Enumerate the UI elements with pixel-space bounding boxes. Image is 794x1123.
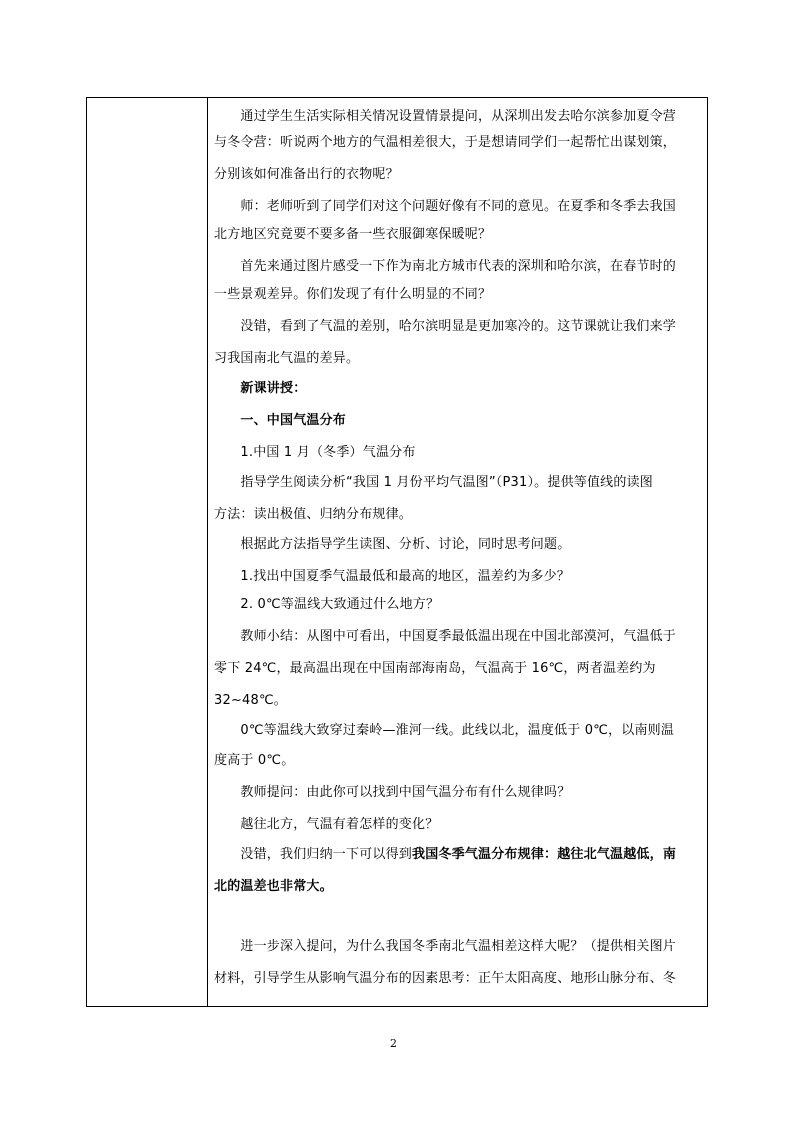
text-line	[214, 198, 676, 216]
text-line	[214, 784, 570, 802]
text-segment: 没错，我们归纳一下可以得到	[214, 847, 413, 862]
text-segment: 教师提问：由此你可以找到中国气温分布有什么规律吗？	[214, 785, 571, 800]
text-segment: 越往北方，气温有着怎样的变化？	[214, 817, 439, 832]
text-line	[214, 692, 287, 710]
text-line	[214, 536, 570, 554]
text-line	[214, 938, 676, 956]
text-line	[214, 226, 491, 244]
text-line	[214, 628, 676, 646]
column-divider	[207, 98, 208, 1006]
text-line	[214, 108, 676, 126]
text-segment: 习我国南北气温的差异。	[214, 351, 360, 366]
text-line	[214, 752, 294, 770]
text-line	[214, 846, 676, 864]
text-line	[214, 878, 333, 896]
text-line	[214, 568, 570, 586]
text-line	[214, 134, 676, 152]
text-segment: 教师小结：从图中可看出，中国夏季最低温出现在中国北部漠河，气温低于	[214, 629, 677, 644]
page-number: 2	[390, 1037, 397, 1050]
text-segment: 与冬令营：听说两个地方的气温相差很大，于是想请同学们一起帮忙出谋划策，	[214, 135, 677, 150]
text-line	[214, 722, 674, 740]
text-segment: 进一步深入提问，为什么我国冬季南北气温相差这样大呢？（提供相关图片	[214, 939, 677, 954]
text-segment: 一些景观差异。你们发现了有什么明显的不同？	[214, 287, 492, 302]
text-line	[214, 816, 438, 834]
text-segment: 通过学生生活实际相关情况设置情景提问，从深圳出发去哈尔滨参加夏令营	[214, 109, 677, 124]
bold-text-segment: 新课讲授：	[214, 381, 307, 396]
text-line	[214, 166, 399, 184]
text-segment: 1.中国 1 月（冬季）气温分布	[214, 445, 416, 460]
text-line	[214, 350, 359, 368]
text-segment: 首先来通过图片感受一下作为南北方城市代表的深圳和哈尔滨，在春节时的	[214, 259, 677, 274]
text-line	[214, 412, 346, 430]
lesson-table	[86, 97, 708, 1007]
text-segment: 1.找出中国夏季气温最低和最高的地区，温差约为多少？	[214, 569, 571, 584]
text-segment: 北方地区究竟要不要多备一些衣服御寒保暖呢？	[214, 227, 492, 242]
text-line	[214, 318, 676, 336]
bold-text-segment: 我国冬季气温分布规律：越往北气温越低，南	[412, 847, 677, 862]
text-segment: 根据此方法指导学生读图、分析、讨论，同时思考问题。	[214, 537, 571, 552]
text-segment: 32~48℃。	[214, 693, 287, 708]
text-segment: 零下 24℃，最高温出现在中国南部海南岛，气温高于 16℃，两者温差约为	[214, 661, 656, 676]
text-segment: 分别该如何准备出行的衣物呢？	[214, 167, 399, 182]
bold-text-segment: 北的温差也非常大。	[214, 879, 333, 894]
text-line	[214, 258, 676, 276]
text-segment: 师：老师听到了同学们对这个问题好像有不同的意见。在夏季和冬季去我国	[214, 199, 677, 214]
text-line	[214, 596, 439, 614]
text-line	[214, 506, 412, 524]
text-line	[214, 660, 656, 678]
text-segment: 2. 0℃等温线大致通过什么地方？	[214, 597, 440, 612]
text-line	[214, 444, 416, 462]
text-line	[214, 970, 676, 988]
text-segment: 0℃等温线大致穿过秦岭—淮河一线。此线以北，温度低于 0℃，以南则温	[214, 723, 675, 738]
text-segment: 没错，看到了气温的差别，哈尔滨明显是更加寒冷的。这节课就让我们来学	[214, 319, 677, 334]
bold-text-segment: 一、中国气温分布	[214, 413, 347, 428]
text-line	[214, 380, 306, 398]
text-segment: 指导学生阅读分析“我国 1 月份平均气温图”（P31）。提供等值线的读图	[214, 475, 653, 490]
text-segment: 材料，引导学生从影响气温分布的因素思考：正午太阳高度、地形山脉分布、冬	[214, 971, 677, 986]
text-segment: 度高于 0℃。	[214, 753, 295, 768]
text-segment: 方法：读出极值、归纳分布规律。	[214, 507, 413, 522]
text-line	[214, 286, 491, 304]
text-line	[214, 474, 653, 492]
